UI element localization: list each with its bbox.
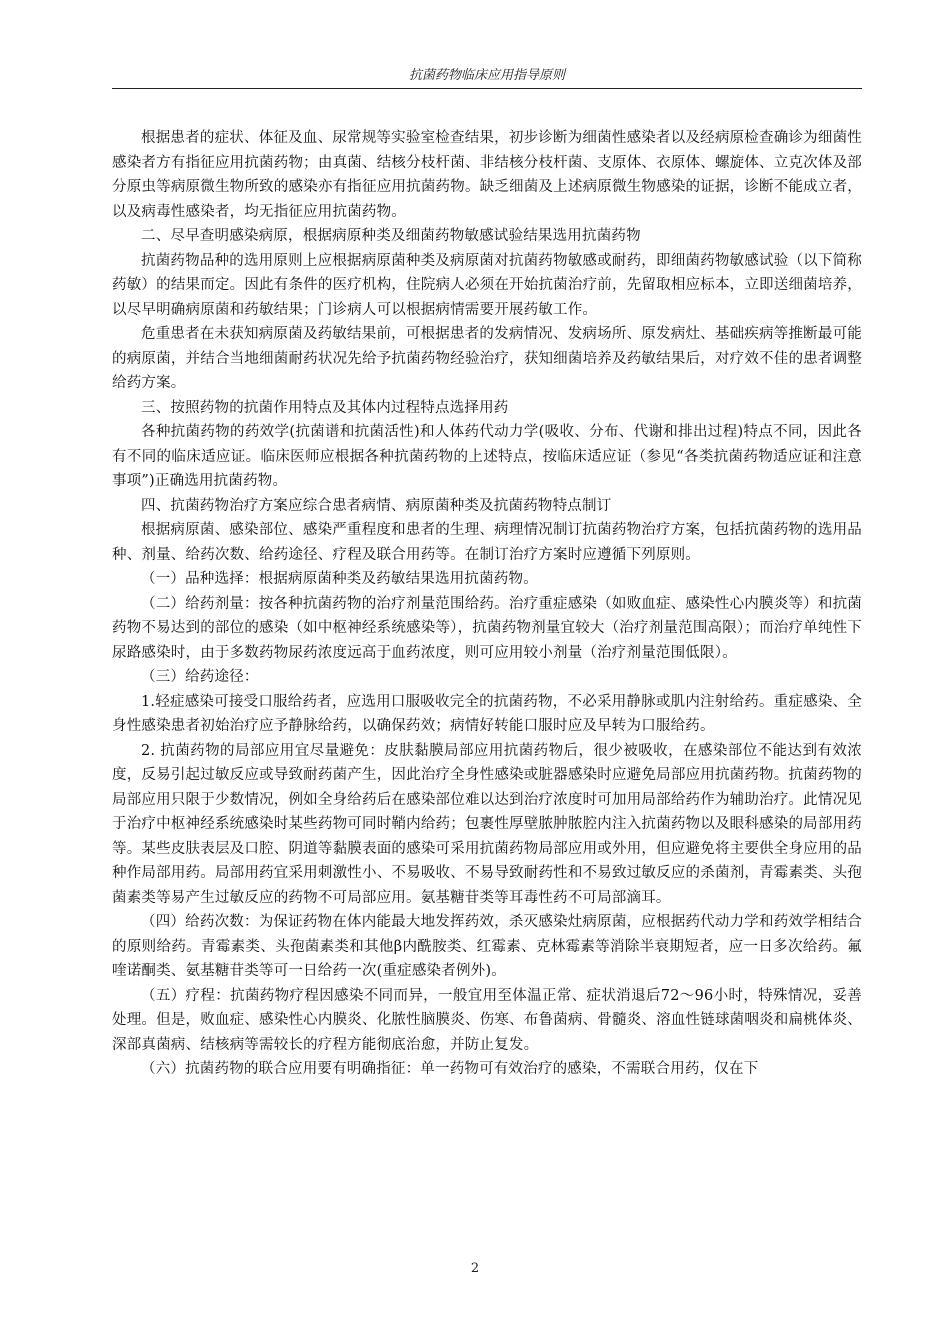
paragraph-course: （五）疗程：抗菌药物疗程因感染不同而异，一般宜用至体温正常、症状消退后72～96小时，特殊情况，妥善处理。但是，败血症、感染性心内膜炎、化脓性脑膜炎、伤寒、布鲁菌病、骨髓炎、溶血性链球菌咽炎和扁桃体炎、深部真菌病、结核病等需较长的疗程方能彻底治愈，并防止复发。 — [112, 987, 862, 1053]
section-heading-3: 三、按照药物的抗菌作用特点及其体内过程特点选择用药 — [141, 399, 509, 416]
paragraph-route-oral: 1.轻症感染可接受口服给药者，应选用口服吸收完全的抗菌药物，不必采用静脉或肌内注射给药。重症感染、全身性感染患者初始治疗应予静脉给药，以确保药效；病情好转能口服时应及早转为口服给药。 — [112, 693, 862, 734]
paragraph-frequency: （四）给药次数：为保证药物在体内能最大地发挥药效，杀灭感染灶病原菌，应根据药代动力学和药效学相结合的原则给药。青霉素类、头孢菌素类和其他β内酰胺类、红霉素、克林霉素等消除半衰期短者，应一日多次给药。氟喹诺酮类、氨基糖苷类等可一日给药一次(重症感染者例外)。 — [112, 914, 862, 979]
page-number: 2 — [470, 1261, 480, 1276]
paragraph-variety-selection: （一）品种选择：根据病原菌种类及药敏结果选用抗菌药物。 — [141, 571, 538, 587]
paragraph-critical-patients: 危重患者在未获知病原菌及药敏结果前，可根据患者的发病情况、发病场所、原发病灶、基础疾病等推断最可能的病原菌，并结合当地细菌耐药状况先给予抗菌药物经验治疗，获知细菌培养及药敏结果后，对疗效不佳的患者调整给药方案。 — [112, 326, 862, 391]
paragraph-pharmacology: 各种抗菌药物的药效学(抗菌谱和抗菌活性)和人体药代动力学(吸收、分布、代谢和排出过程)特点不同，因此各有不同的临床适应证。临床医师应根据各种抗菌药物的上述特点，按临床适应证（参见“各类抗菌药物适应证和注意事项”)正确选用抗菌药物。 — [112, 424, 862, 489]
section-heading-4: 四、抗菌药物治疗方案应综合患者病情、病原菌种类及抗菌药物特点制订 — [141, 497, 612, 514]
paragraph-susceptibility: 抗菌药物品种的选用原则上应根据病原菌种类及病原菌对抗菌药物敏感或耐药，即细菌药物敏感试验（以下简称药敏）的结果而定。因此有条件的医疗机构，住院病人必须在开始抗菌治疗前，先留取相应标本，立即送细菌培养，以尽早明确病原菌和药敏结果；门诊病人可以根据病情需要开展药敏工作。 — [112, 252, 862, 318]
paragraph-route-heading: （三）给药途径： — [141, 669, 259, 685]
paragraph-route-local: 2. 抗菌药物的局部应用宜尽量避免：皮肤黏膜局部应用抗菌药物后，很少被吸收，在感染部位不能达到有效浓度，反易引起过敏反应或导致耐药菌产生，因此治疗全身性感染或脏器感染时应避免局部应用抗菌药物。抗菌药物的局部应用只限于少数情况，例如全身给药后在感染部位难以达到治疗浓度时可加用局部给药作为辅助治疗。此情况见于治疗中枢神经系统感染时某些药物可同时鞘内给药；包裹性厚壁脓肿脓腔内注入抗菌药物以及眼科感染的局部用药等。某些皮肤表层及口腔、阴道等黏膜表面的感染可采用抗菌药物局部应用或外用，但应避免将主要供全身应用的品种作局部用药。局部用药宜采用刺激性小、不易吸收、不易导致耐药性和不易致过敏反应的杀菌剂，青霉素类、头孢菌素类等易产生过敏反应的药物不可局部应用。氨基糖苷类等耳毒性药不可局部滴耳。 — [112, 742, 862, 906]
section-heading-2: 二、尽早查明感染病原，根据病原种类及细菌药物敏感试验结果选用抗菌药物 — [141, 228, 641, 244]
header-title: 抗菌药物临床应用指导原则 — [408, 68, 565, 83]
document-body — [112, 126, 862, 1082]
paragraph-treatment-plan: 根据病原菌、感染部位、感染严重程度和患者的生理、病理情况制订抗菌药物治疗方案，包括抗菌药物的选用品种、剂量、给药次数、给药途径、疗程及联合用药等。在制订治疗方案时应遵循下列原则。 — [112, 522, 862, 563]
paragraph-indication: 根据患者的症状、体征及血、尿常规等实验室检查结果，初步诊断为细菌性感染者以及经病原检查确诊为细菌性感染者方有指征应用抗菌药物；由真菌、结核分枝杆菌、非结核分枝杆菌、支原体、衣原体、螺旋体、立克次体及部分原虫等病原微生物所致的感染亦有指征应用抗菌药物。缺乏细菌及上述病原微生物感染的证据，诊断不能成立者，以及病毒性感染者，均无指征应用抗菌药物。 — [112, 130, 862, 220]
paragraph-combination: （六）抗菌药物的联合应用要有明确指征：单一药物可有效治疗的感染，不需联合用药，仅在下 — [141, 1061, 759, 1077]
paragraph-dosage: （二）给药剂量：按各种抗菌药物的治疗剂量范围给药。治疗重症感染（如败血症、感染性心内膜炎等）和抗菌药物不易达到的部位的感染（如中枢神经系统感染等），抗菌药物剂量宜较大（治疗剂量范围高限）；而治疗单纯性下尿路感染时，由于多数药物尿药浓度远高于血药浓度，则可应用较小剂量（治疗剂量范围低限）。 — [112, 595, 862, 661]
page-header — [112, 64, 862, 89]
